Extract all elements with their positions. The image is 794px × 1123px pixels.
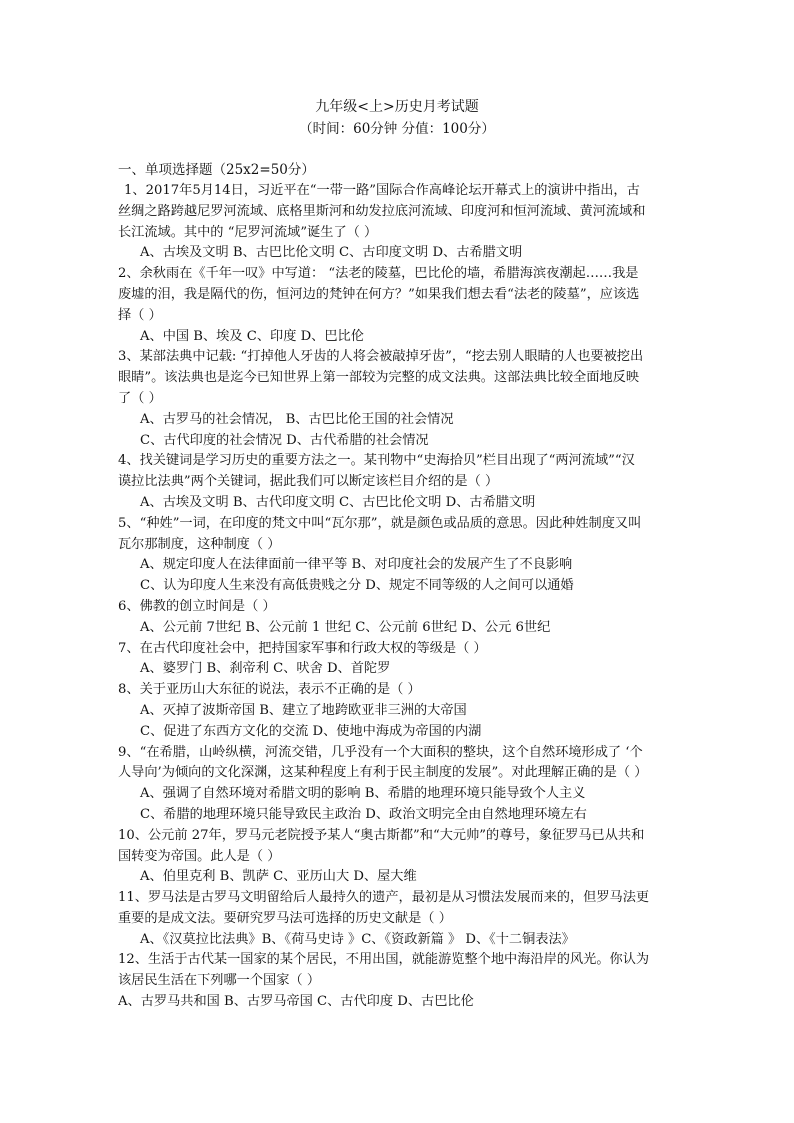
- question-text-line: 2、余秋雨在《千年一叹》中写道： “法老的陵墓，巴比伦的墙，希腊海滨夜潮起……我是: [118, 266, 639, 282]
- question-7: [118, 639, 688, 681]
- answer-options: C、认为印度人生来没有高低贵贱之分 D、规定不同等级的人之间可以通婚: [140, 578, 574, 594]
- question-9: [118, 743, 688, 826]
- question-11: [118, 888, 688, 950]
- question-5: [118, 514, 688, 597]
- answer-options: A、公元前 7世纪 B、公元前 1 世纪 C、公元前 6世纪 D、公元 6世纪: [140, 619, 551, 635]
- question-text-line: 瓦尔那制度，这种制度（ ）: [118, 536, 281, 552]
- answer-options: A、古埃及文明 B、古巴比伦文明 C、古印度文明 D、古希腊文明: [140, 245, 523, 261]
- question-text-line: 9、“在希腊，山岭纵横，河流交错，几乎没有一个大面积的整块，这个自然环境形成了 ‘个: [118, 744, 643, 760]
- section-title: 一、单项选择题（25x2=50分）: [118, 162, 315, 178]
- question-text-line: 7、在古代印度社会中，把持国家军事和行政大权的等级是（ ）: [118, 640, 487, 656]
- question-text-line: 12、生活于古代某一国家的某个居民，不用出国，就能游览整个地中海沿岸的风光。你认为: [118, 952, 650, 968]
- answer-options: A、强调了自然环境对希腊文明的影响 B、希腊的地理环境只能导致个人主义: [140, 786, 586, 802]
- exam-title: 九年级<上>历史月考试题: [315, 99, 479, 115]
- answer-options: A、古埃及文明 B、古代印度文明 C、古巴比伦文明 D、古希腊文明: [140, 494, 536, 510]
- question-6: [118, 597, 688, 639]
- answer-options: A、灭掉了波斯帝国 B、建立了地跨欧亚非三洲的大帝国: [140, 702, 467, 718]
- question-text-line: 择（ ）: [118, 307, 162, 323]
- answer-options: A、古罗马共和国 B、古罗马帝国 C、古代印度 D、古巴比伦: [118, 994, 474, 1010]
- answer-options: C、希腊的地理环境只能导致民主政治 D、政治文明完全由自然地理环境左右: [140, 806, 587, 822]
- question-text-line: 10、公元前 27年，罗马元老院授予某人“奥古斯都”和“大元帅”的尊号，象征罗马已从共和: [118, 827, 645, 843]
- question-text-line: 谟拉比法典”两个关键词，据此我们可以断定该栏目介绍的是（ ）: [118, 474, 499, 490]
- question-text-line: 国转变为帝国。此人是（ ）: [118, 848, 281, 864]
- question-text-line: 11、罗马法是古罗马文明留给后人最持久的遗产，最初是从习惯法发展而来的，但罗马法更: [118, 890, 650, 906]
- question-2: [118, 264, 688, 347]
- question-text-line: 6、佛教的创立时间是（ ）: [118, 598, 276, 614]
- exam-subtitle: （时间：60分钟 分值：100分）: [299, 121, 495, 137]
- answer-options: A、中国 B、埃及 C、印度 D、巴比伦: [140, 328, 364, 344]
- question-text-line: 5、“种姓”一词，在印度的梵文中叫“瓦尔那”，就是颜色或品质的意思。因此种姓制度又叫: [118, 515, 642, 531]
- question-text-line: 3、某部法典中记载: “打掉他人牙齿的人将会被敲掉牙齿”，“挖去别人眼睛的人也要被挖出: [118, 349, 644, 365]
- question-1: [118, 181, 688, 264]
- question-text-line: 废墟的泪，我是隔代的伤，恒河边的梵钟在何方？”如果我们想去看“法老的陵墓”，应该选: [118, 286, 640, 302]
- question-10: [118, 826, 688, 888]
- question-text-line: 了（ ）: [118, 390, 162, 406]
- question-text-line: 该居民生活在下列哪一个国家（ ）: [118, 973, 321, 989]
- question-text-line: 4、找关键词是学习历史的重要方法之一。某刊物中“史海拾贝”栏目出现了“两河流域”“汉: [118, 453, 635, 469]
- answer-options: C、古代印度的社会情况 D、古代希腊的社会情况: [140, 432, 429, 448]
- question-text-line: 重要的是成文法。要研究罗马法可选择的历史文献是（ ）: [118, 910, 452, 926]
- answer-options: A、古罗马的社会情况， B、古巴比伦王国的社会情况: [140, 411, 454, 427]
- answer-options: A、婆罗门 B、刹帝利 C、吠舍 D、首陀罗: [140, 661, 391, 677]
- question-8: [118, 680, 688, 742]
- question-3: [118, 347, 688, 451]
- question-text-line: 1、2017年5月14日，习近平在“一带一路”国际合作高峰论坛开幕式上的演讲中指出，古: [124, 183, 640, 198]
- question-4: [118, 451, 688, 513]
- answer-options: A、伯里克利 B、凯萨 C、亚历山大 D、屋大维: [140, 869, 417, 885]
- question-12: [118, 950, 688, 1012]
- question-text-line: 眼睛”。该法典也是迄今已知世界上第一部较为完整的成文法典。这部法典比较全面地反映: [118, 370, 640, 386]
- question-text-line: 丝绸之路跨越尼罗河流域、底格里斯河和幼发拉底河流域、印度河和恒河流域、黄河流域和: [118, 203, 646, 219]
- question-text-line: 人导向’为倾向的文化深渊，这某种程度上有利于民主制度的发展”。对此理解正确的是（ ）: [118, 765, 648, 781]
- answer-options: A、《汉莫拉比法典》B、《荷马史诗 》C、《资政新篇 》 D、《十二铜表法》: [140, 931, 575, 947]
- question-text-line: 8、关于亚历山大东征的说法，表示不正确的是（ ）: [118, 682, 421, 698]
- answer-options: A、规定印度人在法律面前一律平等 B、对印度社会的发展产生了不良影响: [140, 557, 573, 573]
- answer-options: C、促进了东西方文化的交流 D、使地中海成为帝国的内湖: [140, 723, 482, 739]
- question-list: [118, 181, 688, 1013]
- question-text-line: 长江流域。其中的 “尼罗河流域”诞生了（ ）: [118, 224, 378, 240]
